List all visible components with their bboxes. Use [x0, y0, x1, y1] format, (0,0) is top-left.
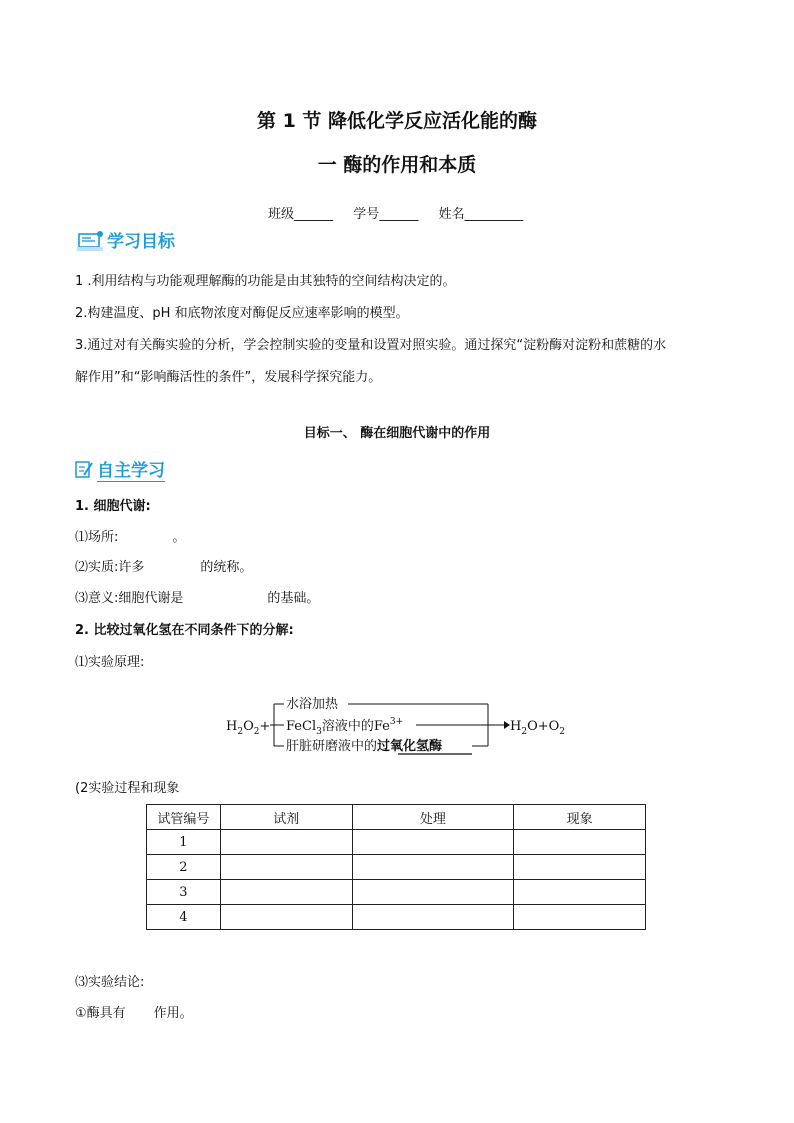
- tube-number-cell: 2: [147, 855, 221, 880]
- meaning-prefix: ⑶意义:细胞代谢是: [75, 591, 184, 606]
- phenomenon-cell[interactable]: [514, 905, 646, 930]
- name-blank[interactable]: _________: [464, 207, 524, 222]
- number-label: 学号: [353, 207, 380, 222]
- name-label: 姓名: [438, 207, 465, 222]
- table-header-row: [147, 805, 646, 830]
- table-row: [147, 830, 646, 855]
- reagent-cell[interactable]: [220, 880, 352, 905]
- header-phenomenon: 现象: [514, 805, 646, 830]
- treatment-cell[interactable]: [352, 880, 514, 905]
- objective-item-1: 1 .利用结构与功能观理解酶的功能是由其独特的空间结构决定的。: [75, 274, 456, 289]
- reaction-diagram: [220, 690, 580, 760]
- student-info-row: [268, 203, 523, 222]
- table-row: [147, 880, 646, 905]
- reagent-cell[interactable]: [220, 905, 352, 930]
- tube-number-cell: 3: [147, 880, 221, 905]
- essence-line: [75, 556, 252, 575]
- product-formula: $H_2O+O_2$: [510, 719, 566, 737]
- meaning-suffix: 的基础。: [267, 591, 320, 606]
- objectives-badge: [77, 227, 175, 252]
- reagent-cell[interactable]: [220, 830, 352, 855]
- tube-number-cell: 1: [147, 830, 221, 855]
- place-prefix: ⑴场所:: [75, 530, 119, 545]
- objective-item-2: 2.构建温度、pH 和底物浓度对酶促反应速率影响的模型。: [75, 306, 409, 321]
- phenomenon-cell[interactable]: [514, 830, 646, 855]
- pencil-note-icon: [75, 460, 93, 478]
- experiment-table: [146, 804, 646, 930]
- treatment-cell[interactable]: [352, 905, 514, 930]
- reagent-cell[interactable]: [220, 855, 352, 880]
- reactant-formula: $H_2O_2+$: [226, 719, 271, 737]
- page-subtitle: 一 酶的作用和本质: [317, 154, 477, 176]
- conclusion-1-line: [75, 1002, 193, 1021]
- condition-fecl3: FeCl$_3$溶液中的$Fe^{3+}$: [286, 717, 404, 737]
- objective-item-3-continued: 解作用”和“影响酶活性的条件”，发展科学探究能力。: [75, 370, 382, 385]
- number-blank[interactable]: ______: [379, 207, 419, 222]
- class-label: 班级: [268, 207, 295, 222]
- class-blank[interactable]: ______: [294, 207, 334, 222]
- header-reagent: 试剂: [220, 805, 352, 830]
- self-study-badge: [75, 456, 165, 482]
- conclusion-1-suffix: 作用。: [153, 1006, 193, 1021]
- self-study-badge-label: 自主学习: [97, 456, 165, 482]
- section-2-heading: 2. 比较过氧化氢在不同条件下的分解:: [75, 623, 294, 638]
- objectives-badge-label: 学习目标: [107, 232, 175, 252]
- table-row: [147, 855, 646, 880]
- place-suffix: 。: [172, 530, 186, 545]
- condition-water-bath: 水浴加热: [286, 697, 339, 712]
- essence-prefix: ⑵实质:许多: [75, 560, 145, 575]
- conclusion-label: ⑶实验结论:: [75, 975, 145, 990]
- header-treatment: 处理: [352, 805, 514, 830]
- header-tube-number: 试管编号: [147, 805, 221, 830]
- place-line: [75, 526, 185, 545]
- book-board-icon: [77, 228, 105, 252]
- essence-suffix: 的统称。: [200, 560, 253, 575]
- condition-liver: 肝脏研磨液中的过氧化氢酶: [286, 739, 443, 754]
- tube-number-cell: 4: [147, 905, 221, 930]
- principle-label: ⑴实验原理:: [75, 655, 145, 670]
- section-1-heading: 1. 细胞代谢:: [75, 499, 151, 514]
- conclusion-1-prefix: ①酶具有: [75, 1006, 126, 1021]
- phenomenon-cell[interactable]: [514, 880, 646, 905]
- phenomenon-cell[interactable]: [514, 855, 646, 880]
- table-row: [147, 905, 646, 930]
- page-title: 第 1 节 降低化学反应活化能的酶: [256, 110, 538, 132]
- objective-item-3: 3.通过对有关酶实验的分析，学会控制实验的变量和设置对照实验。通过探究“淀粉酶对淀粉和蔗糖的水: [75, 338, 667, 353]
- treatment-cell[interactable]: [352, 855, 514, 880]
- process-label: (2实验过程和现象: [75, 781, 180, 796]
- goal-one-heading: 目标一、 酶在细胞代谢中的作用: [303, 426, 491, 441]
- meaning-line: [75, 587, 319, 606]
- treatment-cell[interactable]: [352, 830, 514, 855]
